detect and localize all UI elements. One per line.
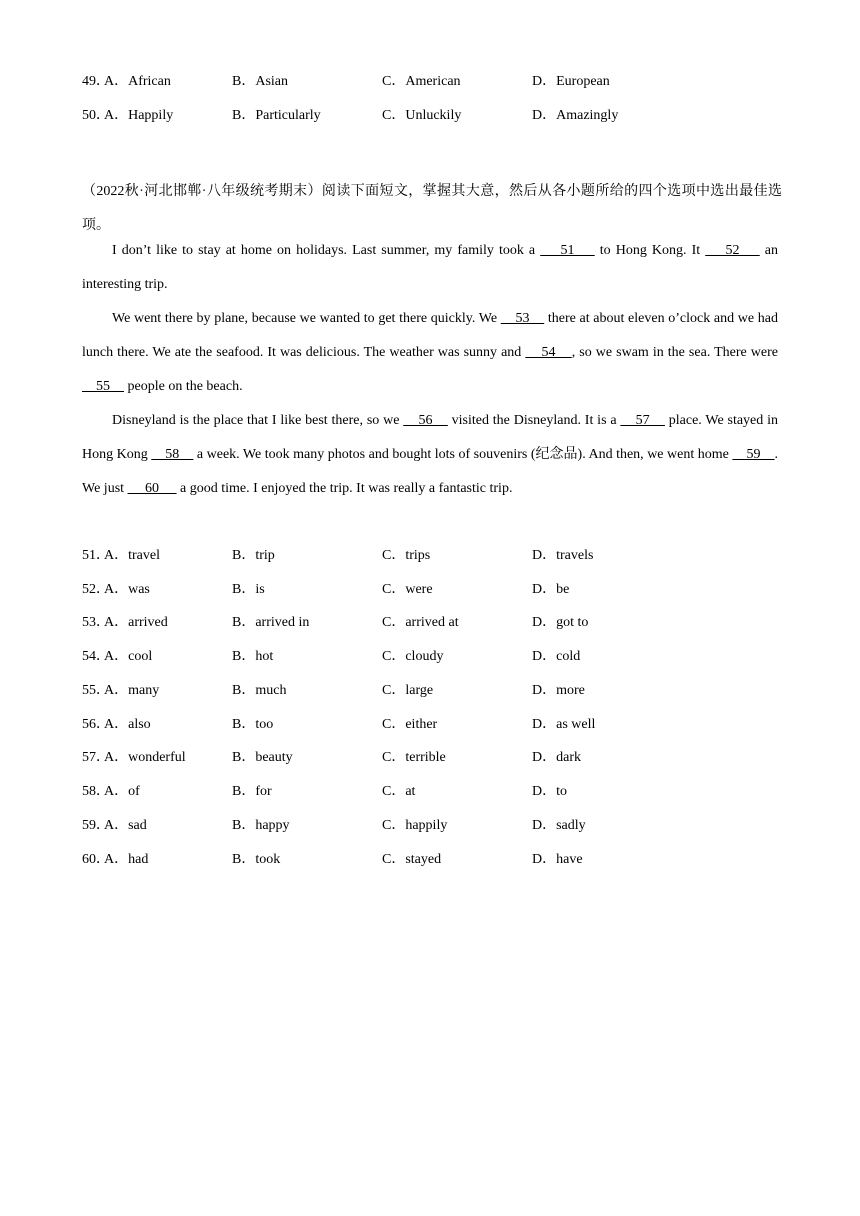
- option-b: B．arrived in: [232, 615, 310, 630]
- option-a: A．many: [104, 683, 160, 698]
- passage-paragraph-1: [82, 234, 778, 302]
- option-c: C．terrible: [382, 750, 446, 765]
- passage-text: Disneyland is the place that I like best there, so we: [112, 413, 404, 428]
- option-b: B．too: [232, 717, 274, 732]
- option-d: D．as well: [532, 717, 596, 732]
- question-number: 58．: [82, 784, 110, 799]
- blank-60: 60: [127, 481, 177, 496]
- option-b: B．trip: [232, 548, 275, 563]
- option-a: A．also: [104, 717, 151, 732]
- option-d: D．more: [532, 683, 585, 698]
- option-d: D．dark: [532, 750, 581, 765]
- option-b: B．happy: [232, 818, 290, 833]
- option-c: C．at: [382, 784, 416, 799]
- passage-paragraph-2: [82, 302, 778, 404]
- option-d: D．travels: [532, 548, 594, 563]
- blank-54: 54: [525, 345, 572, 360]
- blank-51: 51: [540, 243, 595, 258]
- blank-53: 53: [500, 311, 545, 326]
- question-number: 60．: [82, 852, 110, 867]
- passage-text: place. We stayed in Hong Kong: [82, 413, 778, 462]
- question-number: 51．: [82, 548, 110, 563]
- option-a: A．Happily: [104, 108, 174, 123]
- blank-59: 59: [732, 447, 775, 462]
- option-c: C．arrived at: [382, 615, 459, 630]
- option-d: D．be: [532, 582, 570, 597]
- option-c: C．large: [382, 683, 434, 698]
- passage-text: We went there by plane, because we wanted to get there quickly. We: [112, 311, 501, 326]
- passage-text: a week. We took many photos and bought lots of souvenirs (纪念品). And then, we went home: [193, 447, 733, 462]
- question-number: 49．: [82, 74, 110, 89]
- option-c: C．happily: [382, 818, 448, 833]
- question-number: 54．: [82, 649, 110, 664]
- option-a: A．cool: [104, 649, 153, 664]
- option-c: C．either: [382, 717, 438, 732]
- option-b: B．for: [232, 784, 272, 799]
- blank-52: 52: [705, 243, 760, 258]
- option-b: B．took: [232, 852, 281, 867]
- option-a: A．had: [104, 852, 149, 867]
- blank-55: 55: [82, 379, 124, 394]
- passage-text: , so we swam in the sea. There were: [571, 345, 778, 360]
- source-instructions: （2022秋·河北邯郸·八年级统考期末）阅读下面短文，掌握其大意，然后从各小题所给的四个选项中选出最佳选项。: [82, 184, 782, 233]
- option-a: A．African: [104, 74, 171, 89]
- option-b: B．hot: [232, 649, 274, 664]
- passage-text: . We just: [82, 447, 779, 496]
- passage-text: people on the beach.: [124, 379, 243, 394]
- cloze-passage: [82, 234, 778, 506]
- passage-text: an interesting trip.: [82, 243, 778, 292]
- option-a: A．arrived: [104, 615, 168, 630]
- question-number: 56．: [82, 717, 110, 732]
- option-c: C．trips: [382, 548, 431, 563]
- passage-text: I don’t like to stay at home on holidays. Last summer, my family took a: [112, 243, 541, 258]
- option-d: D．got to: [532, 615, 589, 630]
- option-b: B．Particularly: [232, 108, 321, 123]
- option-d: D．sadly: [532, 818, 586, 833]
- option-c: C．stayed: [382, 852, 442, 867]
- option-d: D．European: [532, 74, 610, 89]
- option-d: D．to: [532, 784, 567, 799]
- option-c: C．were: [382, 582, 433, 597]
- option-d: D．cold: [532, 649, 581, 664]
- passage-text: a good time. I enjoyed the trip. It was really a fantastic trip.: [176, 481, 513, 496]
- option-a: A．travel: [104, 548, 160, 563]
- option-a: A．sad: [104, 818, 147, 833]
- blank-56: 56: [403, 413, 448, 428]
- blank-58: 58: [151, 447, 194, 462]
- option-a: A．was: [104, 582, 150, 597]
- option-b: B．beauty: [232, 750, 293, 765]
- option-c: C．cloudy: [382, 649, 444, 664]
- question-number: 52．: [82, 582, 110, 597]
- question-number: 55．: [82, 683, 110, 698]
- option-a: A．wonderful: [104, 750, 186, 765]
- option-c: C．Unluckily: [382, 108, 462, 123]
- option-c: C．American: [382, 74, 461, 89]
- blank-57: 57: [620, 413, 665, 428]
- option-a: A．of: [104, 784, 140, 799]
- question-number: 50．: [82, 108, 110, 123]
- question-number: 57．: [82, 750, 110, 765]
- option-b: B．is: [232, 582, 265, 597]
- passage-paragraph-3: [82, 404, 778, 506]
- question-number: 53．: [82, 615, 110, 630]
- option-b: B．Asian: [232, 74, 288, 89]
- option-d: D．Amazingly: [532, 108, 619, 123]
- passage-text: there at about eleven o’clock and we had lunch there. We ate the seafood. It was delicious. The weather was sunny and: [82, 311, 779, 360]
- option-d: D．have: [532, 852, 583, 867]
- option-b: B．much: [232, 683, 287, 698]
- passage-text: to Hong Kong. It: [594, 243, 706, 258]
- passage-text: visited the Disneyland. It is a: [447, 413, 621, 428]
- question-number: 59．: [82, 818, 110, 833]
